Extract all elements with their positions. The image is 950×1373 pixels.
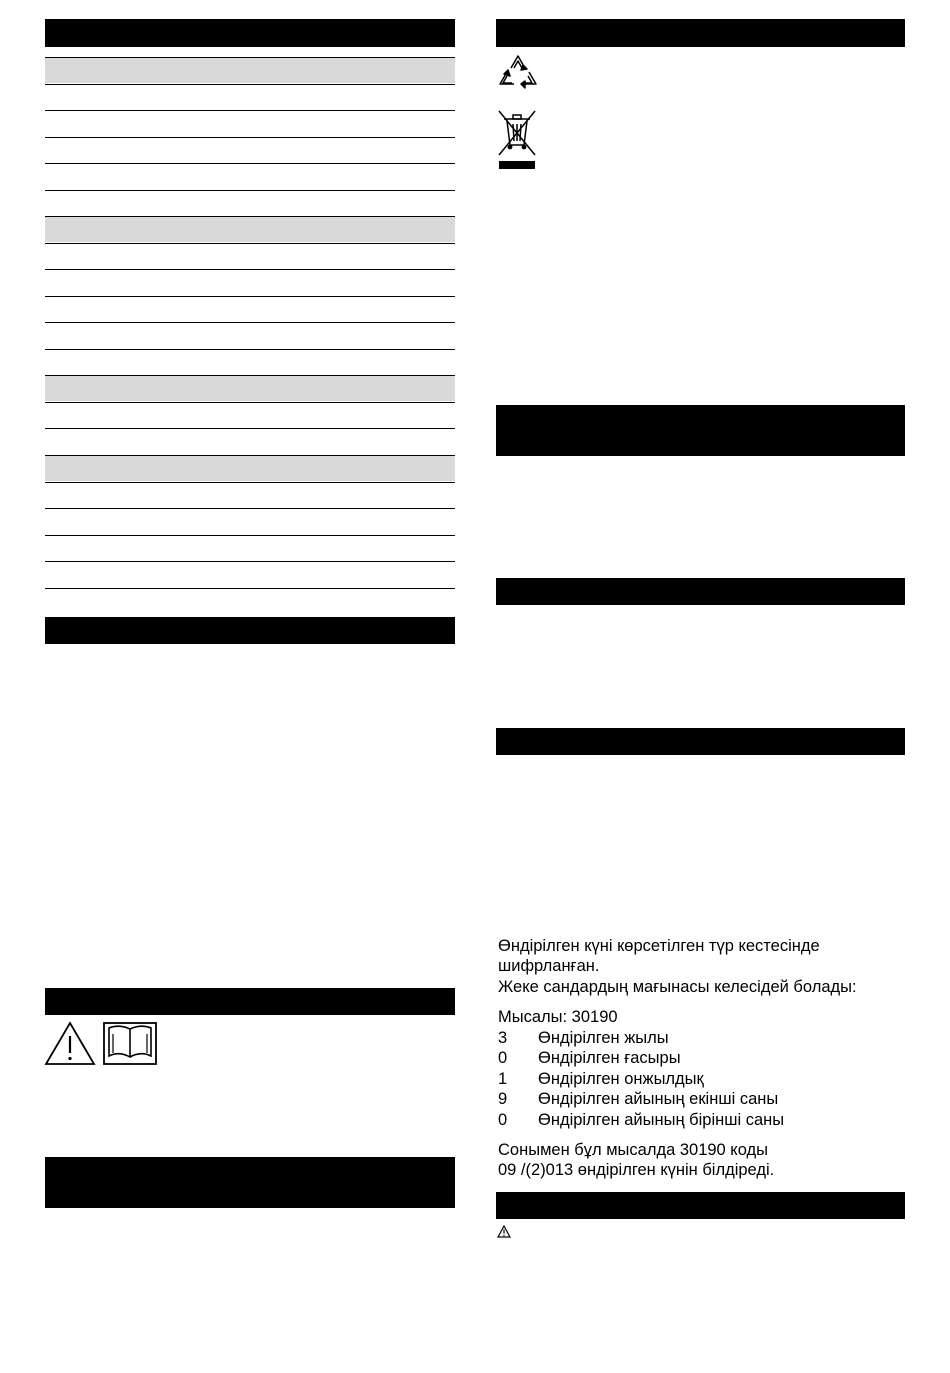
section-header-bar — [496, 728, 905, 755]
table-rule — [45, 243, 455, 244]
section-header-bar — [45, 19, 455, 47]
recycle-icon — [496, 52, 540, 94]
crossed-bin-icon — [496, 107, 538, 171]
warning-triangle-icon — [44, 1020, 96, 1066]
manual-book-icon — [102, 1020, 158, 1066]
small-warning-icon — [497, 1225, 511, 1238]
table-rule — [45, 322, 455, 323]
table-rule — [45, 508, 455, 509]
production-date-intro-line1: Өндірілген күні көрсетілген түр кестесінде — [498, 937, 820, 955]
section-header-bar — [496, 405, 905, 456]
table-rule — [45, 84, 455, 85]
digit-meaning: Өндірілген ғасыры — [538, 1049, 681, 1067]
table-group-header — [45, 217, 455, 242]
table-group-header — [45, 58, 455, 83]
table-rule — [45, 561, 455, 562]
table-rule — [45, 190, 455, 191]
table-group-header — [45, 456, 455, 481]
section-header-bar — [496, 578, 905, 605]
table-rule — [45, 428, 455, 429]
digit-meaning: Өндірілген жылы — [538, 1029, 669, 1047]
digit-row — [498, 1028, 669, 1049]
production-date-intro-line3: Жеке сандардың мағынасы келесідей болады: — [498, 978, 857, 996]
table-rule — [45, 588, 455, 589]
production-date-intro-line2: шифрланған. — [498, 957, 600, 975]
table-rule — [45, 535, 455, 536]
table-group-header — [45, 376, 455, 401]
digit-row — [498, 1069, 704, 1090]
table-rule — [45, 57, 455, 58]
digit-meaning: Өндірілген онжылдық — [538, 1070, 704, 1088]
table-rule — [45, 482, 455, 483]
section-header-bar — [45, 988, 455, 1015]
conclusion-line1: Сонымен бұл мысалда 30190 коды — [498, 1141, 769, 1159]
conclusion-line2: 09 /(2)013 өндірілген күнін білдіреді. — [498, 1161, 775, 1179]
digit-value: 0 — [498, 1111, 508, 1129]
digit-row — [498, 1110, 784, 1131]
digit-value: 9 — [498, 1090, 508, 1108]
table-rule — [45, 296, 455, 297]
table-rule — [45, 349, 455, 350]
section-header-bar — [45, 617, 455, 644]
digit-meaning: Өндірілген айының екінші саны — [538, 1090, 779, 1108]
table-rule — [45, 216, 455, 217]
section-header-bar — [496, 19, 905, 47]
table-rule — [45, 269, 455, 270]
digit-value: 1 — [498, 1070, 508, 1088]
section-header-bar — [496, 1192, 905, 1219]
example-label: Мысалы: 30190 — [498, 1008, 618, 1026]
digit-value: 0 — [498, 1049, 508, 1067]
digit-row — [498, 1089, 778, 1110]
table-rule — [45, 110, 455, 111]
table-rule — [45, 402, 455, 403]
table-rule — [45, 455, 455, 456]
digit-value: 3 — [498, 1029, 508, 1047]
digit-meaning: Өндірілген айының бірінші саны — [538, 1111, 785, 1129]
section-header-bar — [45, 1157, 455, 1208]
table-rule — [45, 375, 455, 376]
table-rule — [45, 163, 455, 164]
table-rule — [45, 137, 455, 138]
digit-row — [498, 1048, 681, 1069]
